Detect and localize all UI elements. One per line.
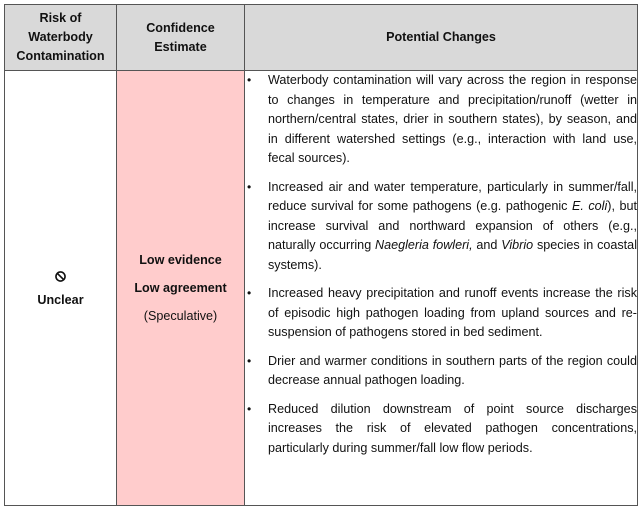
change-text: Increased air and water temperature, particularly in summer/fall, reduce survival for some pathogens (e.g. pathogenic [268, 179, 637, 213]
risk-header: Risk of Waterbody Contamination [5, 5, 117, 71]
change-italic-text: Vibrio [501, 238, 534, 252]
changes-list [245, 71, 637, 458]
change-italic-text: E. coli [571, 199, 608, 213]
change-text: ), but increase survival and northward expansion of others (e.g., naturally occurring [268, 199, 638, 252]
evidence-label: Low evidence [139, 253, 222, 267]
changes-header: Potential Changes [245, 5, 638, 71]
confidence-header: Confidence Estimate [117, 5, 245, 71]
change-text: and [472, 238, 502, 252]
confidence-cell [117, 71, 245, 506]
change-item: • Waterbody contamination will vary across the region in response to changes in temperature and precipitation/runoff (wetter in northern/central states, drier in southern states), by season, and in different watershed settings (e.g., interaction with land use, fecal sources). [245, 71, 637, 169]
change-text: species in coastal systems). [268, 238, 637, 272]
speculative-note: (Speculative) [143, 309, 218, 323]
risk-label: Unclear [37, 293, 84, 308]
risk-cell [5, 71, 117, 506]
risk-assessment-table [4, 4, 638, 506]
agreement-label: Low agreement [134, 281, 227, 295]
data-row [5, 71, 638, 506]
prohibited-icon [54, 270, 67, 283]
change-italic-text: Naegleria fowleri, [375, 238, 473, 252]
change-item [245, 178, 637, 276]
change-item: • Increased heavy precipitation and runoff events increase the risk of episodic high pathogen loading from upland sources and re-suspension of pathogens stored in bed sediment. [245, 284, 637, 343]
change-item: • Reduced dilution downstream of point source discharges increases the risk of elevated pathogen concentrations, particularly during summer/fall low flow periods. [245, 400, 637, 459]
change-item: • Drier and warmer conditions in southern parts of the region could decrease annual pathogen loading. [245, 352, 637, 391]
changes-cell [245, 71, 638, 506]
header-row [5, 5, 638, 71]
